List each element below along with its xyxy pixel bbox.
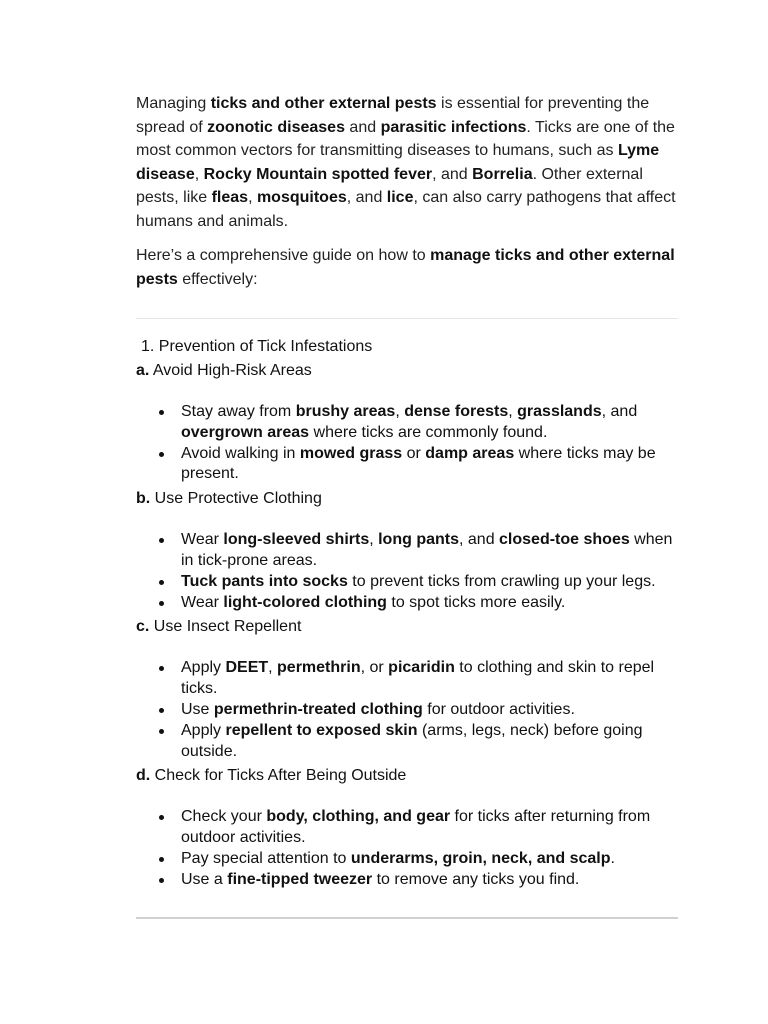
list-item <box>181 444 678 486</box>
text-run: , and <box>346 189 387 207</box>
text-run: where ticks are commonly found. <box>309 423 548 441</box>
text-run: and <box>344 118 381 136</box>
list-item <box>181 721 678 763</box>
bullet-list <box>136 530 678 613</box>
list-item <box>181 593 678 614</box>
bold-text: permethrin <box>277 659 361 677</box>
bold-text: mowed grass <box>299 444 403 462</box>
section-divider-top <box>136 318 678 319</box>
text-run: , and <box>432 165 473 183</box>
bullet-list <box>136 402 678 485</box>
list-item <box>181 870 678 891</box>
bullet-list <box>136 658 678 762</box>
text-run: , and <box>601 403 638 420</box>
text-run: to spot ticks more easily. <box>386 593 566 611</box>
text-run: , can also carry pathogens that affect humans and animals. <box>136 189 676 230</box>
text-run: Use <box>181 700 214 718</box>
bold-text: long pants <box>378 531 459 549</box>
bold-text: manage ticks and other external pests <box>136 247 675 288</box>
text-run: Here’s a comprehensive guide on how to <box>136 247 431 264</box>
bold-text: dense forests <box>404 403 509 420</box>
subsection-title: Avoid High-Risk Areas <box>149 362 312 379</box>
text-run: effectively: <box>177 270 258 288</box>
text-run: for outdoor activities. <box>422 700 575 718</box>
guide-intro-paragraph <box>136 244 684 291</box>
text-run: for ticks after returning from outdoor activities. <box>181 808 651 847</box>
subsection-protective-clothing <box>136 488 678 613</box>
bold-text: zoonotic diseases <box>207 118 345 136</box>
text-run: when in tick-prone areas. <box>181 531 673 569</box>
prevention-section <box>136 336 678 891</box>
text-run: or <box>402 444 426 462</box>
subsection-heading <box>136 360 678 381</box>
text-run: where ticks may be present. <box>181 444 656 483</box>
bold-text: picaridin <box>388 659 455 677</box>
bold-text: fleas <box>211 189 249 207</box>
bold-text: ticks and other external pests <box>210 95 437 112</box>
bold-text: mosquitoes <box>256 189 347 207</box>
text-run: Apply <box>181 721 226 739</box>
list-item <box>181 700 678 721</box>
bold-text: lice <box>386 189 414 207</box>
subsection-title: Use Insect Repellent <box>149 618 302 636</box>
subsection-title: Check for Ticks After Being Outside <box>150 767 407 785</box>
bold-text: Borrelia <box>472 165 533 183</box>
list-item <box>181 572 678 593</box>
bullet-list <box>136 807 678 890</box>
text-run: Wear <box>181 593 224 611</box>
text-run: , <box>395 403 405 420</box>
bold-text: Lyme disease <box>136 142 660 183</box>
text-run: . Ticks are one of the most common vectors for transmitting diseases to humans, such as <box>136 118 675 160</box>
bold-text: closed-toe shoes <box>499 531 630 549</box>
text-run: to clothing and skin to repel ticks. <box>181 659 655 698</box>
subsection-heading <box>136 616 678 637</box>
text-run: , <box>248 189 257 207</box>
text-run: Pay special attention to <box>181 849 351 867</box>
text-run: , <box>508 403 518 420</box>
text-run: Check your <box>181 808 267 826</box>
subsection-insect-repellent <box>136 616 678 762</box>
text-run: Avoid walking in <box>181 444 300 462</box>
bold-text: Rocky Mountain spotted fever <box>203 165 433 183</box>
text-run: Apply <box>181 659 226 677</box>
text-run: Use a <box>181 870 228 888</box>
bold-text: DEET <box>225 659 269 677</box>
bold-text: long-sleeved shirts <box>223 531 370 549</box>
subsection-letter: b. <box>136 490 151 508</box>
text-run: Wear <box>181 531 224 549</box>
text-run: Stay away from <box>181 403 296 420</box>
text-run: , and <box>459 531 500 549</box>
bold-text: permethrin-treated clothing <box>213 700 423 718</box>
bold-text: overgrown areas <box>181 423 310 441</box>
subsection-heading <box>136 765 678 786</box>
text-run: . Other external pests, like <box>136 165 643 207</box>
bold-text: brushy areas <box>295 403 396 420</box>
text-run: Managing <box>136 95 211 112</box>
list-item <box>181 530 678 572</box>
bold-text: light-colored clothing <box>223 593 387 611</box>
section-heading: 1. Prevention of Tick Infestations <box>141 338 373 355</box>
text-run: , <box>194 165 204 183</box>
subsection-letter: d. <box>136 767 151 785</box>
subsection-letter: a. <box>136 362 150 379</box>
subsection-high-risk-areas <box>136 360 678 485</box>
text-run: to remove any ticks you find. <box>372 870 580 888</box>
subsection-heading <box>136 488 678 509</box>
text-run: . <box>610 849 615 867</box>
list-item <box>181 658 678 700</box>
list-item <box>181 849 678 870</box>
bold-text: Tuck pants into socks <box>181 572 348 590</box>
text-run: to prevent ticks from crawling up your legs. <box>347 572 656 590</box>
subsection-tick-check <box>136 765 678 890</box>
subsection-title: Use Protective Clothing <box>150 490 322 508</box>
text-run: is essential for preventing the spread of <box>136 95 650 136</box>
bold-text: grasslands <box>517 403 602 420</box>
text-run: (arms, legs, neck) before going outside. <box>181 721 643 760</box>
subsection-letter: c. <box>136 618 150 636</box>
bold-text: fine-tipped tweezer <box>227 870 373 888</box>
intro-paragraph <box>136 92 684 234</box>
list-item <box>181 807 678 849</box>
bold-text: damp areas <box>425 444 515 462</box>
text-run: , <box>268 659 278 677</box>
bold-text: parasitic infections <box>380 118 527 136</box>
text-run: , <box>369 531 379 549</box>
bold-text: underarms, groin, neck, and scalp <box>350 849 611 867</box>
text-run: , or <box>360 659 389 677</box>
list-item <box>181 402 678 444</box>
bold-text: repellent to exposed skin <box>225 721 418 739</box>
section-divider-bottom <box>136 917 678 919</box>
bold-text: body, clothing, and gear <box>266 808 451 826</box>
